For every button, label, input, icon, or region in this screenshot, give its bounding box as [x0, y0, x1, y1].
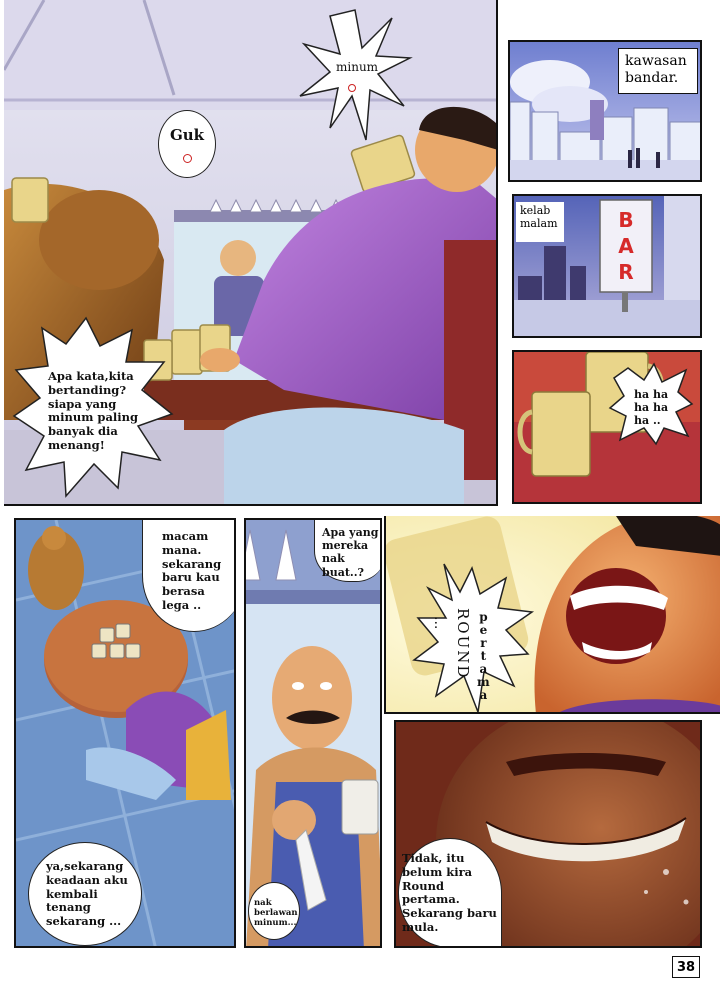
- calm-reply-text: ya,sekarang keadaan aku kembali tenang sekarang ...: [46, 859, 128, 929]
- bubble-dot-icon: [183, 154, 192, 163]
- panel-bar-scene: [4, 0, 498, 506]
- page-number-text: 38: [676, 959, 696, 975]
- panel-laugh-mugs: [512, 350, 702, 504]
- nightclub-caption: kelab malam: [516, 202, 564, 242]
- relief-question-text: macam mana. sekarang baru kau berasa lega ..: [162, 529, 222, 612]
- minum-burst-shape: [300, 10, 410, 140]
- page-number: [672, 956, 700, 978]
- not-round-yet-text: Tidak, itu belum kira Round pertama. Sekarang baru mula.: [402, 851, 497, 934]
- sfx-guk-bubble: [158, 110, 216, 178]
- panel-table-view: [14, 518, 236, 948]
- drinking-contest-text: nak berlawan minum...: [254, 898, 298, 929]
- round-dots-text: ...: [430, 616, 447, 630]
- laugh-text: ha ha ha ha ha ..: [634, 388, 669, 428]
- panel-laugh-closeup: [384, 516, 720, 714]
- what-are-they-doing-text: Apa yang mereka nak buat..?: [322, 526, 379, 579]
- panel-city: [508, 40, 702, 182]
- panel-grin-closeup: [394, 720, 702, 948]
- round-word-text: ROUND: [454, 608, 472, 680]
- sfx-minum-text: minum: [336, 60, 379, 74]
- bar-sign: [606, 210, 646, 284]
- pertama-word-text: pertama: [476, 610, 491, 701]
- bubble-dot-icon: [348, 84, 356, 92]
- sfx-guk-text: Guk: [169, 125, 205, 144]
- challenge-speech-text: Apa kata,kita bertanding? siapa yang minum paling banyak dia menang!: [48, 369, 139, 452]
- round-burst-shape: [414, 564, 532, 712]
- panel-nightclub: [512, 194, 702, 338]
- panel-bartender: [244, 518, 382, 948]
- city-caption: kawasan bandar.: [618, 48, 698, 94]
- bar-sign-text: BAR: [614, 208, 638, 286]
